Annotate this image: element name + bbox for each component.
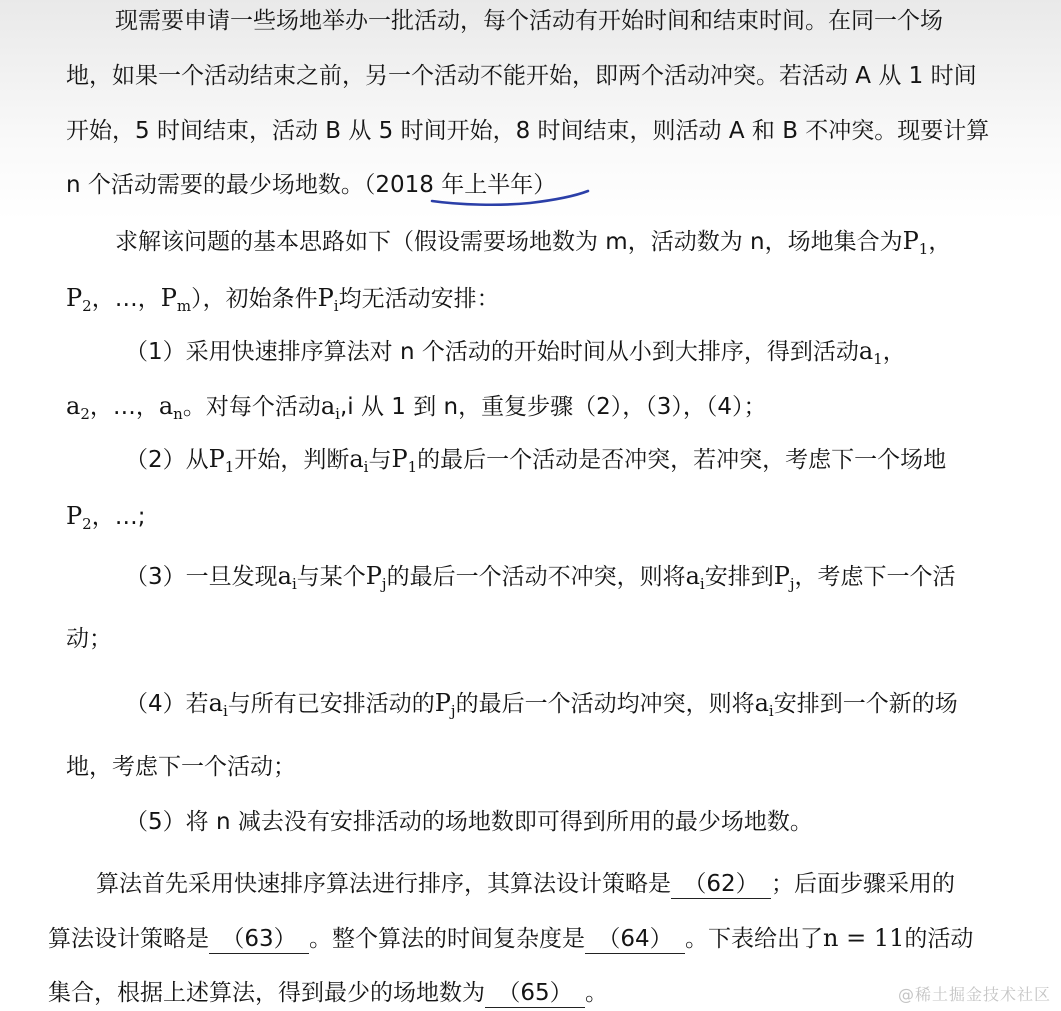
- symbol-Pj: $P_j$: [434, 689, 456, 720]
- symbol-Pm: $P_m$: [160, 284, 192, 315]
- step2-text: 的最后一个活动是否冲突，若冲突，考虑下一个场地: [417, 447, 947, 473]
- symbol-P1: $P_1$: [902, 227, 929, 258]
- idea-line-1: [115, 224, 951, 259]
- question-text: 算法设计策略是: [48, 926, 209, 952]
- step4-line-1: [125, 686, 958, 721]
- step3-line-2: 动；: [66, 626, 112, 652]
- ellipsis: ，…，: [91, 286, 161, 312]
- step5-line: （5）将 n 减去没有安排活动的场地数即可得到所用的最少场地数。: [125, 809, 813, 835]
- idea-text: 求解该问题的基本思路如下（假设需要场地数为 m，活动数为 n，场地集合为: [115, 229, 903, 255]
- step3-text: 安排到: [704, 564, 774, 590]
- idea-line-2: [66, 281, 500, 316]
- question-text: 集合，根据上述算法，得到最少的场地数为: [48, 980, 485, 1006]
- step3-text: （3）一旦发现: [125, 564, 278, 590]
- step2-line-2: [66, 499, 145, 534]
- blank-62[interactable]: （62）: [671, 870, 771, 899]
- watermark: @稀土掘金技术社区: [897, 985, 1051, 1004]
- step4-line-2: 地，考虑下一个活动；: [66, 754, 296, 780]
- blank-65[interactable]: （65）: [485, 979, 585, 1008]
- question-line-2: [48, 921, 973, 956]
- step1-text: ,i 从 1 到 n，重复步骤（2），（3），（4）；: [339, 394, 767, 420]
- intro-line-3: 开始，5 时间结束，活动 B 从 5 时间开始，8 时间结束，则活动 A 和 B 不冲突。现要计算: [66, 118, 990, 144]
- symbol-a2: $a_2$: [66, 392, 90, 423]
- symbol-P2: $P_2$: [66, 502, 92, 533]
- step1-line-2: [66, 389, 767, 424]
- step3-text: 与某个: [296, 564, 366, 590]
- exam-year: 2018 年上半年: [375, 172, 534, 198]
- question-line-3: [48, 976, 608, 1010]
- symbol-ai: $a_i$: [320, 392, 340, 423]
- step2-line-1: [125, 442, 946, 477]
- symbol-ai: $a_i$: [349, 445, 369, 476]
- comma: ，: [928, 229, 952, 255]
- symbol-P1: $P_1$: [391, 445, 418, 476]
- symbol-Pj: $P_j$: [365, 562, 387, 593]
- question-text: ；后面步骤采用的: [771, 871, 955, 897]
- symbol-an: $a_n$: [158, 392, 183, 423]
- step4-text: 的最后一个活动均冲突，则将: [455, 691, 755, 717]
- step3-text: ，考虑下一个活: [794, 564, 956, 590]
- step2-text: （2）从: [125, 447, 209, 473]
- intro-line-1: 现需要申请一些场地举办一批活动，每个活动有开始时间和结束时间。在同一个场: [115, 8, 943, 34]
- intro-close-paren: ）: [533, 172, 557, 198]
- step4-text: （4）若: [125, 691, 209, 717]
- blank-63[interactable]: （63）: [209, 925, 309, 954]
- symbol-ai: $a_i$: [685, 562, 705, 593]
- step2-text: 开始，判断: [234, 447, 350, 473]
- intro-line-2: 地，如果一个活动结束之前，另一个活动不能开始，即两个活动冲突。若活动 A 从 1 时间: [66, 63, 977, 89]
- formula-n-eq-11: n = 11: [823, 924, 905, 952]
- blank-64[interactable]: （64）: [585, 925, 685, 954]
- question-line-1: [96, 867, 955, 901]
- symbol-Pi: $P_i$: [317, 284, 339, 315]
- step1-text: 。对每个活动: [182, 394, 321, 420]
- symbol-P1: $P_1$: [208, 445, 235, 476]
- symbol-ai: $a_i$: [277, 562, 297, 593]
- comma: ，: [882, 339, 906, 365]
- symbol-P2: $P_2$: [66, 284, 92, 315]
- ellipsis: ，…，: [89, 394, 159, 420]
- symbol-ai: $a_i$: [754, 689, 774, 720]
- step2-text: 与: [368, 447, 392, 473]
- idea-text: ），初始条件: [191, 286, 318, 312]
- symbol-ai: $a_i$: [208, 689, 228, 720]
- step4-text: 与所有已安排活动的: [227, 691, 435, 717]
- question-text: 算法首先采用快速排序算法进行排序，其算法设计策略是: [96, 871, 671, 897]
- question-text: 。整个算法的时间复杂度是: [309, 926, 585, 952]
- intro-text: n 个活动需要的最少场地数。（: [66, 172, 376, 198]
- handwritten-underline: [430, 188, 590, 212]
- step3-line-1: [125, 559, 956, 594]
- question-text: 的活动: [904, 926, 974, 952]
- step1-text: （1）采用快速排序算法对 n 个活动的开始时间从小到大排序，得到活动: [125, 339, 859, 365]
- step1-line-1: [125, 334, 906, 369]
- symbol-Pj: $P_j$: [773, 562, 795, 593]
- idea-text: 均无活动安排：: [338, 286, 500, 312]
- step3-text: 的最后一个活动不冲突，则将: [386, 564, 686, 590]
- question-text: 。下表给出了: [685, 926, 823, 952]
- question-text: 。: [585, 980, 608, 1006]
- step4-text: 安排到一个新的场: [773, 691, 958, 717]
- symbol-a1: $a_1$: [858, 337, 883, 368]
- step2-text: ，…;: [91, 504, 146, 530]
